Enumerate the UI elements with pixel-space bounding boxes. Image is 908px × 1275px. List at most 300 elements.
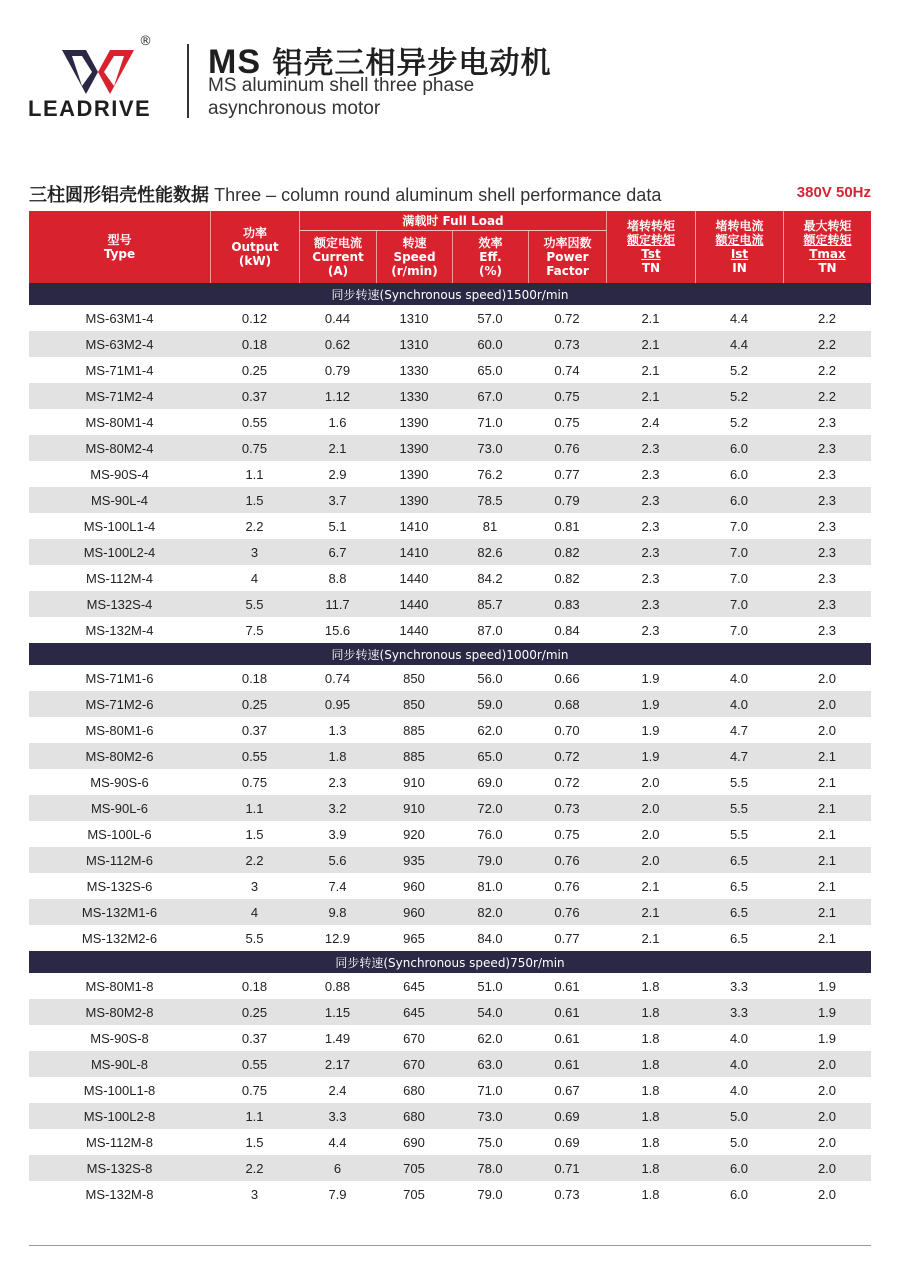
table-body (29, 283, 871, 1207)
cell-power-factor: 0.61 (554, 1030, 580, 1046)
header-type-cn: 型号 (107, 233, 132, 247)
cell-tst-tn: 2.3 (641, 492, 660, 508)
cell-power-factor: 0.73 (554, 1186, 580, 1202)
header-ist (695, 211, 783, 283)
cell-current: 11.7 (325, 596, 350, 612)
cell-type: MS-90S-8 (90, 1030, 149, 1046)
cell-ist-in: 5.2 (729, 362, 749, 378)
cell-ist-in: 4.4 (729, 336, 749, 352)
header-speed (376, 231, 452, 283)
header-tst-cn1: 堵转转矩 (626, 219, 675, 233)
cell-tmax-tn: 1.9 (817, 1004, 837, 1020)
cell-tst-tn: 1.8 (641, 1160, 660, 1176)
header-eff (452, 231, 528, 283)
cell-tmax-tn: 2.2 (817, 336, 837, 352)
cell-speed: 680 (403, 1108, 425, 1124)
header-divider (187, 44, 189, 118)
cell-power-factor: 0.77 (554, 930, 580, 946)
table-row (29, 513, 871, 539)
section-title-cn: 三柱圆形铝壳性能数据 (29, 185, 209, 206)
cell-tst-tn: 2.1 (641, 878, 660, 894)
cell-tmax-tn: 2.3 (817, 492, 837, 508)
cell-tst-tn: 2.1 (641, 388, 660, 404)
cell-type: MS-100L2-8 (83, 1108, 156, 1124)
cell-current: 2.1 (328, 440, 347, 456)
cell-type: MS-90L-6 (90, 800, 149, 816)
cell-speed: 1310 (399, 310, 429, 326)
cell-current: 2.17 (324, 1056, 351, 1072)
cell-tst-tn: 1.8 (641, 1030, 660, 1046)
cell-efficiency: 79.0 (477, 852, 503, 868)
cell-ist-in: 4.0 (729, 696, 749, 712)
table-row (29, 1155, 871, 1181)
cell-tst-tn: 1.9 (641, 748, 660, 764)
cell-type: MS-71M1-4 (85, 362, 154, 378)
cell-current: 6.7 (328, 544, 347, 560)
table-row (29, 539, 871, 565)
cell-type: MS-63M2-4 (85, 336, 154, 352)
cell-power-factor: 0.71 (554, 1160, 580, 1176)
header-tst-den: TN (641, 261, 661, 275)
cell-output: 0.37 (241, 388, 268, 404)
cell-efficiency: 54.0 (477, 1004, 503, 1020)
cell-power-factor: 0.68 (554, 696, 580, 712)
leadrive-logo-icon (58, 42, 138, 102)
cell-ist-in: 3.3 (729, 1004, 749, 1020)
cell-output: 0.12 (241, 310, 268, 326)
table-row (29, 847, 871, 873)
cell-type: MS-80M1-8 (85, 978, 154, 994)
header-current (299, 231, 376, 283)
header-output-unit: (kW) (238, 254, 272, 268)
cell-efficiency: 65.0 (477, 362, 503, 378)
cell-ist-in: 5.0 (729, 1134, 749, 1150)
table-header (29, 211, 871, 283)
cell-type: MS-71M2-6 (85, 696, 154, 712)
header-current-cn: 额定电流 (313, 236, 362, 250)
cell-speed: 1330 (399, 388, 429, 404)
group-header: 同步转速(Synchronous speed)1000r/min (29, 643, 871, 665)
cell-ist-in: 4.0 (729, 1056, 749, 1072)
cell-efficiency: 56.0 (477, 670, 503, 686)
header-tmax-den: TN (818, 261, 837, 275)
cell-efficiency: 65.0 (477, 748, 503, 764)
cell-output: 3 (250, 544, 259, 560)
header-speed-unit: (r/min) (391, 264, 438, 278)
cell-speed: 1440 (399, 622, 429, 638)
cell-type: MS-90L-8 (90, 1056, 149, 1072)
cell-efficiency: 76.0 (477, 826, 503, 842)
cell-efficiency: 84.0 (477, 930, 503, 946)
table-row (29, 691, 871, 717)
cell-ist-in: 4.7 (729, 748, 749, 764)
cell-ist-in: 6.0 (729, 492, 749, 508)
table-row (29, 383, 871, 409)
cell-current: 9.8 (328, 904, 347, 920)
cell-power-factor: 0.75 (554, 388, 580, 404)
cell-tst-tn: 2.3 (641, 466, 660, 482)
cell-current: 12.9 (324, 930, 351, 946)
cell-output: 1.1 (245, 800, 264, 816)
cell-ist-in: 7.0 (729, 518, 749, 534)
cell-tmax-tn: 2.0 (817, 722, 837, 738)
cell-speed: 1390 (399, 414, 429, 430)
cell-tmax-tn: 2.3 (817, 466, 837, 482)
cell-type: MS-80M1-4 (85, 414, 154, 430)
cell-tst-tn: 1.8 (641, 1108, 660, 1124)
cell-type: MS-132M1-6 (81, 904, 158, 920)
cell-ist-in: 4.0 (729, 1082, 749, 1098)
table-row (29, 873, 871, 899)
cell-tst-tn: 2.1 (641, 336, 660, 352)
cell-output: 0.25 (241, 1004, 268, 1020)
cell-tmax-tn: 2.2 (817, 388, 837, 404)
cell-tmax-tn: 2.1 (817, 930, 837, 946)
cell-tst-tn: 1.8 (641, 1186, 660, 1202)
cell-speed: 670 (403, 1030, 425, 1046)
cell-tmax-tn: 2.3 (817, 570, 837, 586)
registered-mark: ® (139, 34, 152, 49)
cell-efficiency: 73.0 (477, 440, 503, 456)
cell-tmax-tn: 2.0 (817, 670, 837, 686)
header-current-unit: (A) (327, 264, 349, 278)
cell-efficiency: 62.0 (477, 1030, 503, 1046)
cell-current: 5.1 (328, 518, 347, 534)
cell-ist-in: 6.5 (729, 930, 749, 946)
cell-output: 0.18 (241, 336, 268, 352)
cell-ist-in: 6.5 (729, 852, 749, 868)
cell-power-factor: 0.84 (554, 622, 580, 638)
header-eff-en: Eff. (479, 250, 502, 264)
table-row (29, 435, 871, 461)
header-ist-den: IN (732, 261, 747, 275)
header-tmax (783, 211, 871, 283)
cell-speed: 885 (403, 748, 425, 764)
cell-current: 0.74 (324, 670, 351, 686)
cell-power-factor: 0.69 (554, 1134, 580, 1150)
cell-tst-tn: 1.9 (641, 722, 660, 738)
cell-current: 1.3 (328, 722, 347, 738)
cell-ist-in: 5.5 (729, 800, 749, 816)
cell-type: MS-90L-4 (90, 492, 149, 508)
cell-type: MS-100L1-8 (83, 1082, 156, 1098)
cell-tst-tn: 2.0 (641, 826, 660, 842)
cell-efficiency: 71.0 (477, 414, 503, 430)
cell-power-factor: 0.76 (554, 904, 580, 920)
cell-speed: 1390 (399, 440, 429, 456)
cell-type: MS-80M1-6 (85, 722, 154, 738)
header-type-en: Type (103, 247, 136, 261)
cell-output: 0.75 (241, 440, 268, 456)
cell-current: 6 (333, 1160, 342, 1176)
cell-type: MS-112M-8 (86, 1134, 153, 1150)
cell-type: MS-90S-6 (90, 774, 149, 790)
cell-output: 0.37 (241, 1030, 268, 1046)
cell-ist-in: 5.2 (729, 388, 749, 404)
cell-efficiency: 67.0 (477, 388, 503, 404)
cell-current: 3.2 (328, 800, 347, 816)
cell-speed: 885 (403, 722, 425, 738)
cell-tmax-tn: 2.0 (817, 1056, 837, 1072)
cell-power-factor: 0.76 (554, 440, 580, 456)
section-title-en: Three – column round aluminum shell performance data (214, 185, 662, 205)
cell-power-factor: 0.72 (554, 774, 580, 790)
cell-ist-in: 6.0 (729, 1160, 749, 1176)
cell-power-factor: 0.73 (554, 800, 580, 816)
header-pf-cn: 功率因数 (543, 236, 592, 250)
cell-speed: 670 (403, 1056, 425, 1072)
cell-ist-in: 4.0 (729, 1030, 749, 1046)
cell-speed: 920 (403, 826, 425, 842)
cell-current: 0.62 (324, 336, 351, 352)
cell-type: MS-71M1-6 (85, 670, 154, 686)
table-row (29, 409, 871, 435)
header-ist-cn2: 额定电流 (715, 233, 764, 247)
cell-current: 0.44 (324, 310, 351, 326)
cell-output: 2.2 (245, 852, 264, 868)
cell-tmax-tn: 2.3 (817, 414, 837, 430)
cell-ist-in: 6.0 (729, 1186, 749, 1202)
cell-speed: 910 (403, 800, 425, 816)
cell-ist-in: 4.7 (729, 722, 749, 738)
cell-efficiency: 69.0 (477, 774, 503, 790)
cell-speed: 850 (403, 670, 425, 686)
performance-table (29, 211, 871, 1207)
header-type (29, 211, 210, 283)
cell-power-factor: 0.82 (554, 570, 580, 586)
cell-type: MS-80M2-4 (85, 440, 154, 456)
cell-tst-tn: 2.4 (641, 414, 660, 430)
table-row (29, 331, 871, 357)
table-bottom-rule (29, 1245, 871, 1246)
header-speed-cn: 转速 (402, 236, 427, 250)
cell-tmax-tn: 2.1 (817, 774, 837, 790)
header-current-en: Current (312, 250, 364, 264)
header-output-cn: 功率 (242, 226, 267, 240)
title-prefix: MS (208, 43, 261, 81)
cell-current: 1.49 (324, 1030, 351, 1046)
cell-output: 0.55 (241, 414, 268, 430)
cell-type: MS-112M-6 (86, 852, 153, 868)
cell-tmax-tn: 2.0 (817, 1160, 837, 1176)
brand-name: LEADRIVE (28, 96, 152, 121)
cell-tst-tn: 2.3 (641, 622, 660, 638)
cell-tst-tn: 1.8 (641, 1004, 660, 1020)
table-row (29, 487, 871, 513)
table-row (29, 717, 871, 743)
cell-ist-in: 4.0 (729, 670, 749, 686)
cell-efficiency: 60.0 (477, 336, 503, 352)
cell-current: 0.88 (324, 978, 351, 994)
cell-power-factor: 0.70 (554, 722, 580, 738)
cell-tst-tn: 1.8 (641, 1134, 660, 1150)
cell-tmax-tn: 2.1 (817, 826, 837, 842)
cell-efficiency: 79.0 (477, 1186, 503, 1202)
cell-output: 0.18 (241, 978, 268, 994)
cell-output: 5.5 (245, 596, 264, 612)
cell-tmax-tn: 2.2 (817, 310, 837, 326)
cell-type: MS-100L2-4 (83, 544, 156, 560)
cell-output: 7.5 (245, 622, 264, 638)
cell-current: 3.7 (328, 492, 347, 508)
header-output-en: Output (231, 240, 279, 254)
cell-speed: 1440 (399, 596, 429, 612)
cell-speed: 705 (403, 1186, 425, 1202)
cell-current: 1.8 (328, 748, 347, 764)
cell-tst-tn: 2.3 (641, 440, 660, 456)
cell-speed: 1390 (399, 466, 429, 482)
table-row (29, 973, 871, 999)
cell-tst-tn: 2.3 (641, 570, 660, 586)
header-tst (606, 211, 695, 283)
cell-type: MS-132M-8 (85, 1186, 154, 1202)
cell-efficiency: 78.5 (477, 492, 503, 508)
cell-ist-in: 6.5 (729, 904, 749, 920)
cell-output: 2.2 (245, 518, 264, 534)
cell-output: 2.2 (245, 1160, 264, 1176)
cell-output: 0.37 (241, 722, 268, 738)
cell-power-factor: 0.83 (554, 596, 580, 612)
header-tmax-num: Tmax (809, 247, 846, 261)
cell-current: 0.79 (324, 362, 351, 378)
table-row (29, 665, 871, 691)
cell-current: 2.9 (328, 466, 347, 482)
cell-tst-tn: 2.3 (641, 596, 660, 612)
cell-ist-in: 7.0 (729, 622, 749, 638)
cell-ist-in: 7.0 (729, 544, 749, 560)
cell-tst-tn: 2.3 (641, 518, 660, 534)
cell-type: MS-90S-4 (90, 466, 149, 482)
cell-current: 5.6 (328, 852, 347, 868)
cell-tmax-tn: 2.3 (817, 440, 837, 456)
cell-speed: 1390 (399, 492, 429, 508)
cell-type: MS-63M1-4 (85, 310, 154, 326)
cell-type: MS-112M-4 (86, 570, 153, 586)
cell-output: 0.25 (241, 362, 268, 378)
cell-output: 1.1 (245, 466, 264, 482)
header-tst-num: Tst (641, 247, 661, 261)
cell-output: 0.75 (241, 1082, 268, 1098)
cell-type: MS-80M2-6 (85, 748, 154, 764)
cell-output: 0.75 (241, 774, 268, 790)
cell-speed: 1440 (399, 570, 429, 586)
header-tmax-cn2: 额定转矩 (803, 233, 852, 247)
cell-power-factor: 0.75 (554, 826, 580, 842)
cell-tmax-tn: 2.1 (817, 800, 837, 816)
group-header: 同步转速(Synchronous speed)750r/min (29, 951, 871, 973)
header-pf-en2: Factor (546, 264, 589, 278)
cell-efficiency: 59.0 (477, 696, 503, 712)
cell-type: MS-132S-4 (86, 596, 153, 612)
cell-efficiency: 63.0 (477, 1056, 503, 1072)
cell-tst-tn: 2.0 (641, 774, 660, 790)
cell-output: 0.18 (241, 670, 268, 686)
cell-output: 1.1 (245, 1108, 264, 1124)
table-row (29, 1025, 871, 1051)
cell-efficiency: 62.0 (477, 722, 503, 738)
cell-type: MS-132M2-6 (81, 930, 158, 946)
cell-ist-in: 5.0 (729, 1108, 749, 1124)
cell-output: 0.55 (241, 1056, 268, 1072)
cell-current: 8.8 (328, 570, 347, 586)
cell-output: 4 (250, 570, 259, 586)
cell-speed: 690 (403, 1134, 425, 1150)
cell-tst-tn: 2.1 (641, 904, 660, 920)
cell-efficiency: 51.0 (477, 978, 503, 994)
cell-efficiency: 73.0 (477, 1108, 503, 1124)
cell-output: 1.5 (245, 826, 264, 842)
table-row (29, 1077, 871, 1103)
cell-speed: 705 (403, 1160, 425, 1176)
cell-tmax-tn: 2.0 (817, 1134, 837, 1150)
cell-speed: 645 (403, 978, 425, 994)
table-row (29, 769, 871, 795)
header-speed-en: Speed (393, 250, 436, 264)
cell-tmax-tn: 2.2 (817, 362, 837, 378)
cell-type: MS-100L1-4 (83, 518, 156, 534)
cell-current: 7.9 (328, 1186, 347, 1202)
cell-tst-tn: 2.1 (641, 310, 660, 326)
cell-speed: 1310 (399, 336, 429, 352)
cell-efficiency: 87.0 (477, 622, 503, 638)
table-row (29, 1103, 871, 1129)
cell-speed: 1410 (399, 544, 429, 560)
cell-power-factor: 0.81 (554, 518, 580, 534)
cell-tmax-tn: 2.3 (817, 622, 837, 638)
section-title (29, 181, 871, 207)
cell-efficiency: 71.0 (477, 1082, 503, 1098)
cell-type: MS-80M2-8 (85, 1004, 154, 1020)
cell-power-factor: 0.61 (554, 1004, 580, 1020)
header-eff-unit: (%) (479, 264, 502, 278)
cell-tmax-tn: 2.1 (817, 852, 837, 868)
cell-current: 7.4 (328, 878, 347, 894)
cell-ist-in: 7.0 (729, 570, 749, 586)
cell-efficiency: 81.0 (477, 878, 503, 894)
cell-type: MS-132S-6 (86, 878, 153, 894)
cell-ist-in: 6.5 (729, 878, 749, 894)
cell-efficiency: 78.0 (477, 1160, 503, 1176)
cell-output: 1.5 (245, 1134, 264, 1150)
cell-speed: 1330 (399, 362, 429, 378)
cell-tmax-tn: 1.9 (817, 978, 837, 994)
cell-current: 2.3 (328, 774, 347, 790)
cell-output: 0.55 (241, 748, 268, 764)
cell-tmax-tn: 1.9 (817, 1030, 837, 1046)
cell-efficiency: 81 (482, 518, 498, 534)
cell-speed: 645 (403, 1004, 425, 1020)
cell-efficiency: 76.2 (477, 466, 503, 482)
cell-tst-tn: 1.8 (641, 1056, 660, 1072)
group-header: 同步转速(Synchronous speed)1500r/min (29, 283, 871, 305)
table-row (29, 925, 871, 951)
cell-current: 1.15 (324, 1004, 351, 1020)
cell-current: 2.4 (328, 1082, 347, 1098)
cell-output: 3 (250, 878, 259, 894)
cell-power-factor: 0.77 (554, 466, 580, 482)
cell-ist-in: 5.5 (729, 826, 749, 842)
cell-power-factor: 0.82 (554, 544, 580, 560)
table-row (29, 305, 871, 331)
cell-current: 3.3 (328, 1108, 347, 1124)
cell-speed: 960 (403, 904, 425, 920)
cell-tst-tn: 1.8 (641, 1082, 660, 1098)
table-row (29, 357, 871, 383)
cell-current: 4.4 (328, 1134, 347, 1150)
cell-power-factor: 0.72 (554, 748, 580, 764)
title-cn: 铝壳三相异步电动机 (272, 46, 552, 81)
cell-ist-in: 4.4 (729, 310, 749, 326)
